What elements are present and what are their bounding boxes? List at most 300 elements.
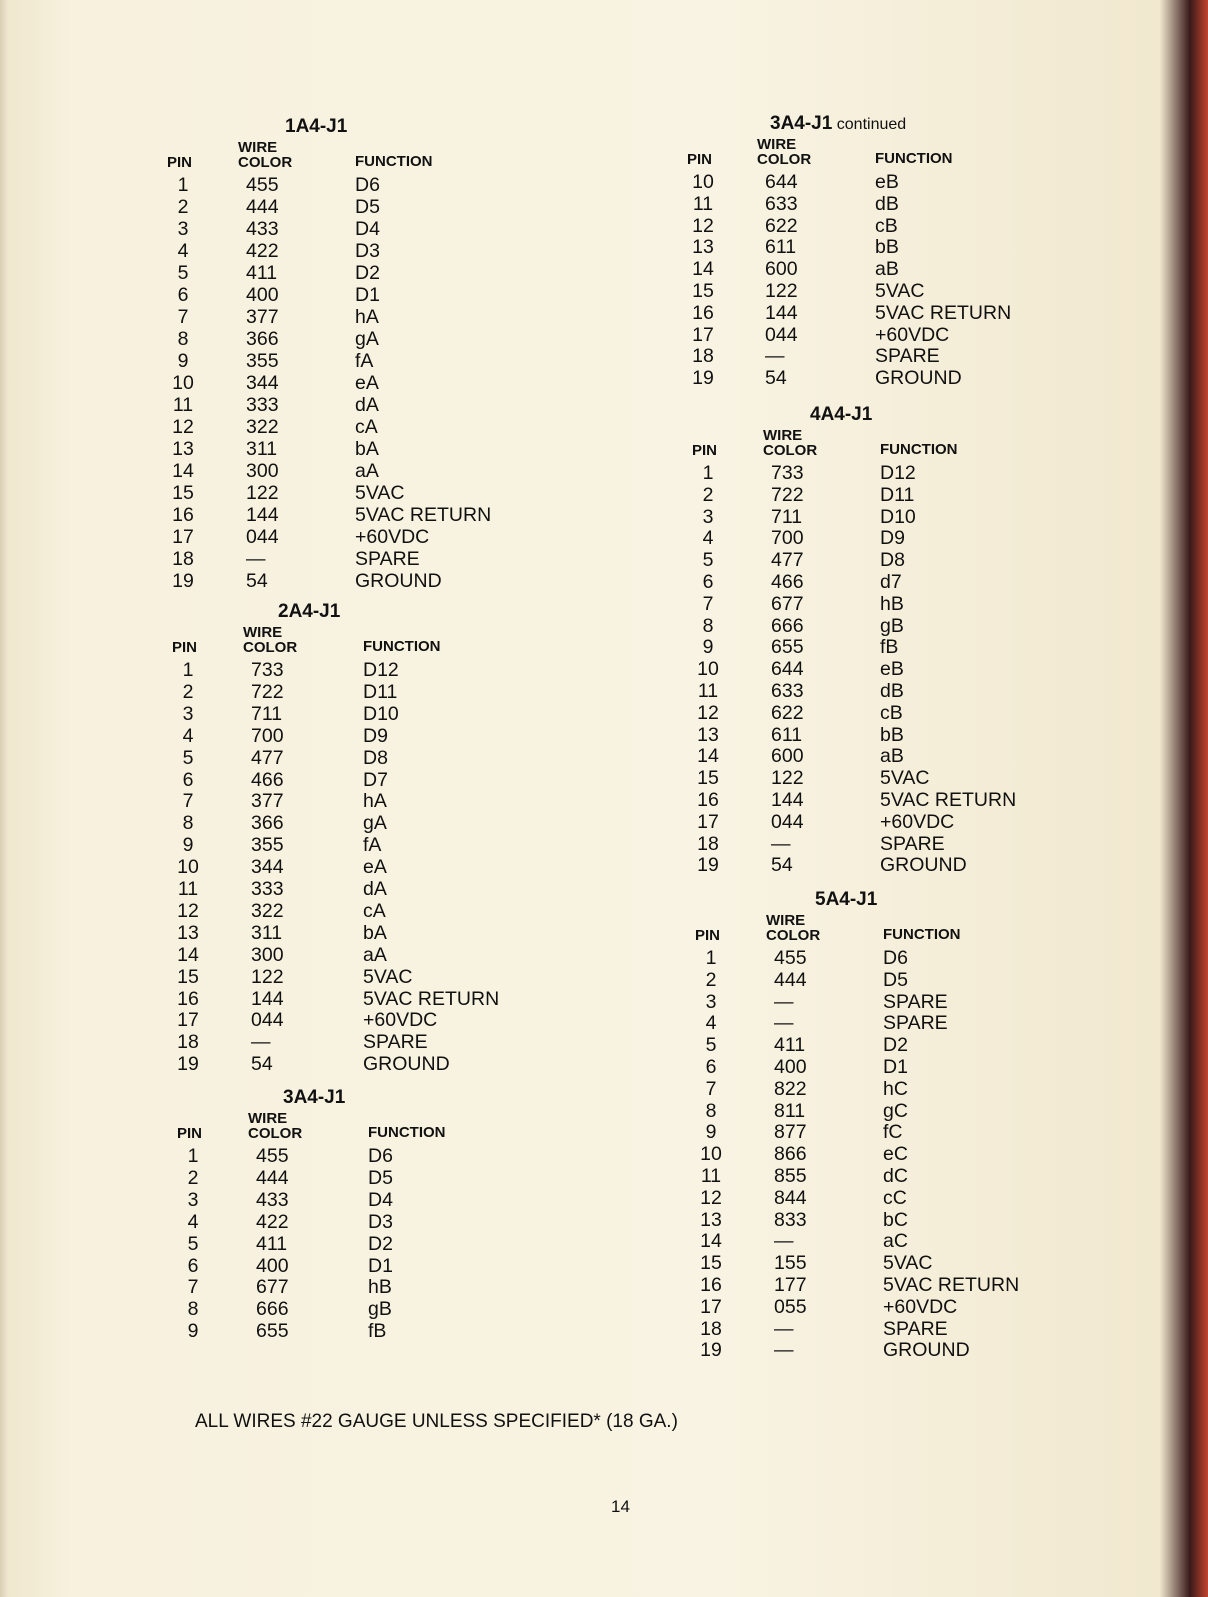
pin-function: D8 — [880, 549, 905, 572]
pin-number: 18 — [700, 1317, 722, 1340]
col-header-wire: WIRE — [248, 1110, 288, 1127]
wire-color: 044 — [251, 1009, 284, 1032]
col-header-function: FUNCTION — [880, 441, 958, 458]
wire-color: 044 — [246, 526, 279, 548]
pin-function: bB — [880, 723, 904, 746]
wire-color: 377 — [246, 306, 279, 328]
wire-color: 722 — [251, 680, 284, 703]
pin-function: D11 — [363, 680, 398, 703]
pin-number: 14 — [177, 943, 199, 966]
wire-color: 733 — [251, 659, 284, 681]
pin-function: GROUND — [883, 1339, 970, 1362]
pin-number: 1 — [182, 659, 194, 681]
pin-number: 17 — [700, 1295, 722, 1318]
pin-function: GROUND — [363, 1053, 450, 1076]
wire-color: 300 — [246, 460, 279, 482]
pin-number: 1 — [177, 174, 189, 196]
pin-function: +60VDC — [883, 1295, 958, 1318]
pin-function: 5VAC RETURN — [880, 789, 1017, 811]
table-title-text: 1A4-J1 — [285, 116, 348, 137]
wire-color: 355 — [251, 834, 284, 857]
table-title — [285, 116, 347, 138]
wire-color: 866 — [774, 1143, 807, 1166]
wire-color: 666 — [256, 1298, 289, 1321]
pin-function: D4 — [368, 1188, 393, 1211]
pin-number: 3 — [705, 990, 717, 1013]
wire-color: 600 — [765, 258, 798, 281]
pin-number: 6 — [705, 1056, 717, 1078]
pin-function: hA — [363, 790, 387, 813]
col-header-pin: PIN — [172, 639, 198, 656]
wire-color: 155 — [774, 1252, 807, 1275]
wire-color: 400 — [774, 1056, 807, 1078]
wire-color: 344 — [246, 372, 279, 394]
wire-color: 722 — [771, 483, 804, 506]
wire-color: 677 — [256, 1276, 289, 1299]
wire-color: 422 — [256, 1210, 289, 1233]
pin-number: 6 — [182, 768, 194, 791]
pin-number: 16 — [172, 504, 194, 526]
pin-number: 4 — [177, 240, 189, 262]
pin-number: 17 — [177, 1009, 199, 1032]
pin-number: 19 — [697, 854, 719, 877]
pin-number: 6 — [177, 284, 189, 306]
wire-color: 455 — [246, 174, 279, 196]
pin-number: 2 — [705, 968, 717, 991]
pin-function: D7 — [363, 768, 388, 791]
wire-color: 700 — [251, 724, 284, 747]
pin-number: 19 — [692, 367, 714, 390]
col-header-color: COLOR — [238, 154, 293, 171]
pin-number: 18 — [697, 832, 719, 855]
pin-function: D5 — [355, 196, 380, 218]
pin-function: SPARE — [880, 832, 945, 855]
pin-function: fA — [355, 350, 374, 372]
pin-number: 15 — [700, 1252, 722, 1275]
pin-function: aB — [880, 745, 904, 768]
col-header-function: FUNCTION — [875, 150, 953, 167]
pin-number: 9 — [182, 834, 194, 857]
col-header-color: COLOR — [766, 927, 821, 944]
pin-function: cC — [883, 1186, 907, 1209]
wire-color: 055 — [774, 1295, 807, 1318]
pin-number: 10 — [700, 1143, 722, 1166]
pin-number: 6 — [187, 1254, 199, 1277]
pin-number: 14 — [692, 258, 714, 281]
pin-number: 17 — [692, 323, 714, 346]
pin-number: 16 — [177, 987, 199, 1010]
wire-color: 600 — [771, 745, 804, 768]
pin-number: 8 — [187, 1298, 199, 1321]
pin-function: gA — [363, 812, 387, 835]
col-header-function: FUNCTION — [355, 153, 433, 170]
pin-number: 7 — [177, 306, 189, 328]
col-header-function: FUNCTION — [883, 926, 961, 943]
pin-function: D5 — [883, 968, 908, 991]
pin-number: 1 — [187, 1145, 199, 1167]
col-header-pin: PIN — [167, 154, 193, 171]
pin-number: 8 — [702, 614, 714, 637]
wire-color: 633 — [765, 192, 798, 215]
pin-number: 19 — [700, 1339, 722, 1362]
pin-number: 11 — [697, 680, 719, 702]
wire-color: 433 — [256, 1188, 289, 1211]
pin-function: cB — [880, 701, 903, 724]
pin-number: 6 — [702, 571, 714, 593]
pin-function: SPARE — [355, 548, 420, 570]
wire-color: 122 — [771, 767, 804, 790]
pin-number: 4 — [187, 1210, 199, 1233]
pin-function: fB — [880, 636, 899, 659]
pin-function: GROUND — [880, 854, 967, 877]
wire-color: 177 — [774, 1274, 807, 1296]
wire-color: — — [251, 1031, 271, 1054]
pin-function: +60VDC — [880, 810, 955, 833]
col-header-color: COLOR — [248, 1125, 303, 1142]
pin-number: 5 — [702, 549, 714, 572]
pin-number: 12 — [692, 214, 714, 237]
pin-function: 5VAC — [875, 280, 925, 302]
pin-function: D12 — [363, 659, 399, 681]
pin-number: 10 — [177, 856, 199, 879]
pin-number: 13 — [692, 236, 714, 259]
pin-number: 9 — [702, 636, 714, 659]
pin-number: 3 — [182, 702, 194, 725]
pin-function: D3 — [368, 1210, 393, 1233]
wire-color: 044 — [771, 810, 804, 833]
pin-number: 5 — [182, 746, 194, 769]
pin-number: 17 — [172, 526, 194, 548]
table-title-text: 4A4-J1 — [810, 404, 873, 425]
wire-color: 822 — [774, 1077, 807, 1100]
table-title-text: 2A4-J1 — [278, 601, 341, 622]
pin-number: 11 — [692, 192, 714, 215]
pin-number: 19 — [177, 1053, 199, 1076]
pin-number: 11 — [177, 878, 199, 900]
wire-color: 333 — [251, 878, 284, 900]
pin-number: 13 — [172, 438, 194, 460]
wire-color: 811 — [774, 1099, 806, 1122]
col-header-color: COLOR — [763, 442, 818, 459]
pin-function: gB — [368, 1298, 392, 1321]
pin-function: D8 — [363, 746, 388, 769]
table-title — [815, 889, 877, 911]
wire-color: 344 — [251, 856, 284, 879]
footer-note: ALL WIRES #22 GAUGE UNLESS SPECIFIED* (18 GA.) — [195, 1411, 678, 1432]
pin-function: eC — [883, 1143, 908, 1166]
pin-function: hC — [883, 1077, 908, 1100]
pin-function: D9 — [880, 527, 905, 550]
wire-color: 54 — [771, 854, 793, 877]
pin-number: 16 — [692, 301, 714, 324]
table-title — [278, 601, 340, 623]
pin-number: 8 — [182, 812, 194, 835]
wire-color: — — [774, 1339, 794, 1362]
wire-color: 711 — [251, 702, 283, 725]
pin-function: cA — [355, 416, 378, 438]
pin-number: 10 — [172, 372, 194, 394]
pin-function: eB — [880, 658, 904, 681]
wire-color: 411 — [246, 262, 278, 284]
pin-function: aB — [875, 258, 899, 281]
pin-function: bA — [363, 921, 387, 944]
wire-color: 844 — [774, 1186, 807, 1209]
wire-color: 144 — [771, 789, 804, 811]
table-title — [770, 113, 906, 135]
wire-color: 54 — [246, 570, 268, 592]
pin-number: 12 — [177, 899, 199, 922]
wire-color: 433 — [246, 218, 279, 240]
wire-color: 311 — [246, 438, 278, 460]
pin-function: D3 — [355, 240, 380, 262]
pin-function: 5VAC — [355, 482, 405, 504]
pin-number: 9 — [187, 1320, 199, 1343]
pin-function: D5 — [368, 1166, 393, 1189]
pin-number: 13 — [700, 1208, 722, 1231]
pin-function: SPARE — [883, 990, 948, 1013]
wire-color: 833 — [774, 1208, 807, 1231]
pin-number: 1 — [705, 947, 717, 969]
pin-function: dA — [363, 878, 387, 900]
pin-function: SPARE — [875, 345, 940, 368]
col-header-wire: WIRE — [766, 912, 806, 929]
pin-number: 14 — [697, 745, 719, 768]
pin-function: eA — [355, 372, 379, 394]
wire-color: 322 — [251, 899, 284, 922]
wire-color: 633 — [771, 680, 804, 702]
pin-function: fB — [368, 1320, 387, 1343]
col-header-wire: WIRE — [763, 427, 803, 444]
pin-number: 14 — [172, 460, 194, 482]
wire-color: 411 — [774, 1034, 806, 1057]
wire-color: 466 — [251, 768, 284, 791]
wire-color: — — [774, 990, 794, 1013]
pin-number: 3 — [177, 218, 189, 240]
pin-function: cA — [363, 899, 386, 922]
pin-function: eA — [363, 856, 387, 879]
pin-number: 1 — [702, 462, 714, 484]
wire-color: — — [771, 832, 791, 855]
pin-number: 7 — [702, 592, 714, 615]
pin-function: dA — [355, 394, 379, 416]
pin-function: D2 — [883, 1034, 908, 1057]
wire-color: 455 — [256, 1145, 289, 1167]
pin-function: d7 — [880, 571, 902, 593]
wire-color: 044 — [765, 323, 798, 346]
pin-number: 12 — [172, 416, 194, 438]
pin-function: D2 — [355, 262, 380, 284]
pin-number: 11 — [700, 1165, 722, 1187]
pin-function: D10 — [363, 702, 399, 725]
pin-number: 17 — [697, 810, 719, 833]
wire-color: 644 — [765, 171, 798, 193]
wire-color: 144 — [246, 504, 279, 526]
wire-color: 622 — [765, 214, 798, 237]
col-header-pin: PIN — [695, 927, 721, 944]
table-title — [283, 1087, 345, 1109]
pin-function: 5VAC RETURN — [355, 504, 492, 526]
pin-function: +60VDC — [363, 1009, 438, 1032]
pin-number: 12 — [700, 1186, 722, 1209]
page-edge — [0, 0, 8, 1597]
pin-function: D2 — [368, 1232, 393, 1255]
pin-function: eB — [875, 171, 899, 193]
pin-number: 15 — [172, 482, 194, 504]
wire-color: 333 — [246, 394, 279, 416]
wire-color: 366 — [246, 328, 279, 350]
wire-color: 366 — [251, 812, 284, 835]
table-title-text: 3A4-J1 — [283, 1087, 346, 1108]
pin-number: 5 — [177, 262, 189, 284]
pin-function: gC — [883, 1099, 908, 1122]
pin-number: 19 — [172, 570, 194, 592]
col-header-color: COLOR — [243, 639, 298, 656]
pin-number: 5 — [187, 1232, 199, 1255]
wire-color: 855 — [774, 1165, 807, 1187]
wire-color: 322 — [246, 416, 279, 438]
pin-function: dB — [880, 680, 904, 702]
pin-number: 9 — [705, 1121, 717, 1144]
wire-color: 311 — [251, 921, 283, 944]
pin-number: 18 — [692, 345, 714, 368]
wire-color: 622 — [771, 701, 804, 724]
pin-function: GROUND — [355, 570, 442, 592]
wire-color: 611 — [765, 236, 797, 259]
pin-function: hB — [880, 592, 904, 615]
pin-function: aA — [363, 943, 387, 966]
pin-function: 5VAC RETURN — [363, 987, 500, 1010]
pin-function: +60VDC — [355, 526, 430, 548]
pin-number: 2 — [177, 196, 189, 218]
col-header-pin: PIN — [687, 151, 713, 168]
pin-number: 8 — [705, 1099, 717, 1122]
wire-color: — — [774, 1012, 794, 1035]
wire-color: 400 — [246, 284, 279, 306]
pin-function: D1 — [883, 1056, 908, 1078]
pin-function: gB — [880, 614, 904, 637]
wire-color: — — [765, 345, 785, 368]
wire-color: — — [774, 1317, 794, 1340]
col-header-wire: WIRE — [757, 136, 797, 153]
pin-function: bC — [883, 1208, 908, 1231]
wire-color: 54 — [251, 1053, 273, 1076]
pin-number: 18 — [177, 1031, 199, 1054]
pin-number: 16 — [697, 789, 719, 811]
pin-number: 7 — [705, 1077, 717, 1100]
pin-function: +60VDC — [875, 323, 950, 346]
pin-number: 7 — [182, 790, 194, 813]
wire-color: 144 — [765, 301, 798, 324]
wire-color: 477 — [771, 549, 804, 572]
table-title-suffix: continued — [832, 116, 907, 133]
wire-color: 444 — [774, 968, 807, 991]
table-title-text: 3A4-J1 — [770, 113, 833, 134]
wire-color: 422 — [246, 240, 279, 262]
pin-function: SPARE — [883, 1317, 948, 1340]
pin-number: 13 — [697, 723, 719, 746]
wire-color: 355 — [246, 350, 279, 372]
pin-number: 5 — [705, 1034, 717, 1057]
pin-function: SPARE — [883, 1012, 948, 1035]
wire-color: 644 — [771, 658, 804, 681]
pin-function: 5VAC — [883, 1252, 933, 1275]
pin-number: 15 — [692, 280, 714, 302]
pin-number: 14 — [700, 1230, 722, 1253]
pin-number: 12 — [697, 701, 719, 724]
pin-number: 10 — [697, 658, 719, 681]
wire-color: 477 — [251, 746, 284, 769]
table-title-text: 5A4-J1 — [815, 889, 878, 910]
pin-function: fA — [363, 834, 382, 857]
pin-number: 2 — [702, 483, 714, 506]
pin-number: 3 — [702, 505, 714, 528]
wire-color: 444 — [256, 1166, 289, 1189]
wire-color: 455 — [774, 947, 807, 969]
pin-number: 9 — [177, 350, 189, 372]
wire-color: 300 — [251, 943, 284, 966]
pin-function: D11 — [880, 483, 915, 506]
pin-number: 4 — [705, 1012, 717, 1035]
pin-number: 8 — [177, 328, 189, 350]
pin-number: 10 — [692, 171, 714, 193]
pin-function: SPARE — [363, 1031, 428, 1054]
pin-number: 15 — [177, 965, 199, 988]
wire-color: 122 — [246, 482, 279, 504]
pin-function: gA — [355, 328, 379, 350]
pin-function: D1 — [368, 1254, 393, 1277]
col-header-wire: WIRE — [243, 624, 283, 641]
pin-function: 5VAC RETURN — [875, 301, 1012, 324]
wire-color: 700 — [771, 527, 804, 550]
pin-function: bA — [355, 438, 379, 460]
pin-number: 2 — [182, 680, 194, 703]
wire-color: 466 — [771, 571, 804, 593]
wire-color: — — [774, 1230, 794, 1253]
pin-function: fC — [883, 1121, 903, 1144]
pin-function: D4 — [355, 218, 380, 240]
col-header-function: FUNCTION — [368, 1124, 446, 1141]
wire-color: 400 — [256, 1254, 289, 1277]
pin-function: hB — [368, 1276, 392, 1299]
pin-function: D12 — [880, 462, 916, 484]
wire-color: 54 — [765, 367, 787, 390]
wire-color: 411 — [256, 1232, 288, 1255]
col-header-wire: WIRE — [238, 139, 278, 156]
pin-function: bB — [875, 236, 899, 259]
col-header-pin: PIN — [177, 1125, 203, 1142]
pin-function: D6 — [368, 1145, 393, 1167]
pin-number: 3 — [187, 1188, 199, 1211]
pin-function: 5VAC RETURN — [883, 1274, 1020, 1296]
wire-color: 122 — [765, 280, 798, 302]
pin-function: D1 — [355, 284, 380, 306]
pin-number: 11 — [172, 394, 194, 416]
pin-number: 16 — [700, 1274, 722, 1296]
col-header-color: COLOR — [757, 151, 812, 168]
wire-color: — — [246, 548, 266, 570]
wire-color: 655 — [771, 636, 804, 659]
col-header-function: FUNCTION — [363, 638, 441, 655]
pin-function: D9 — [363, 724, 388, 747]
page-number: 14 — [611, 1497, 630, 1516]
pin-function: 5VAC — [880, 767, 930, 790]
pin-function: D10 — [880, 505, 916, 528]
pin-function: hA — [355, 306, 379, 328]
wire-color: 877 — [774, 1121, 807, 1144]
pin-function: dC — [883, 1165, 908, 1187]
wire-color: 666 — [771, 614, 804, 637]
wire-color: 677 — [771, 592, 804, 615]
